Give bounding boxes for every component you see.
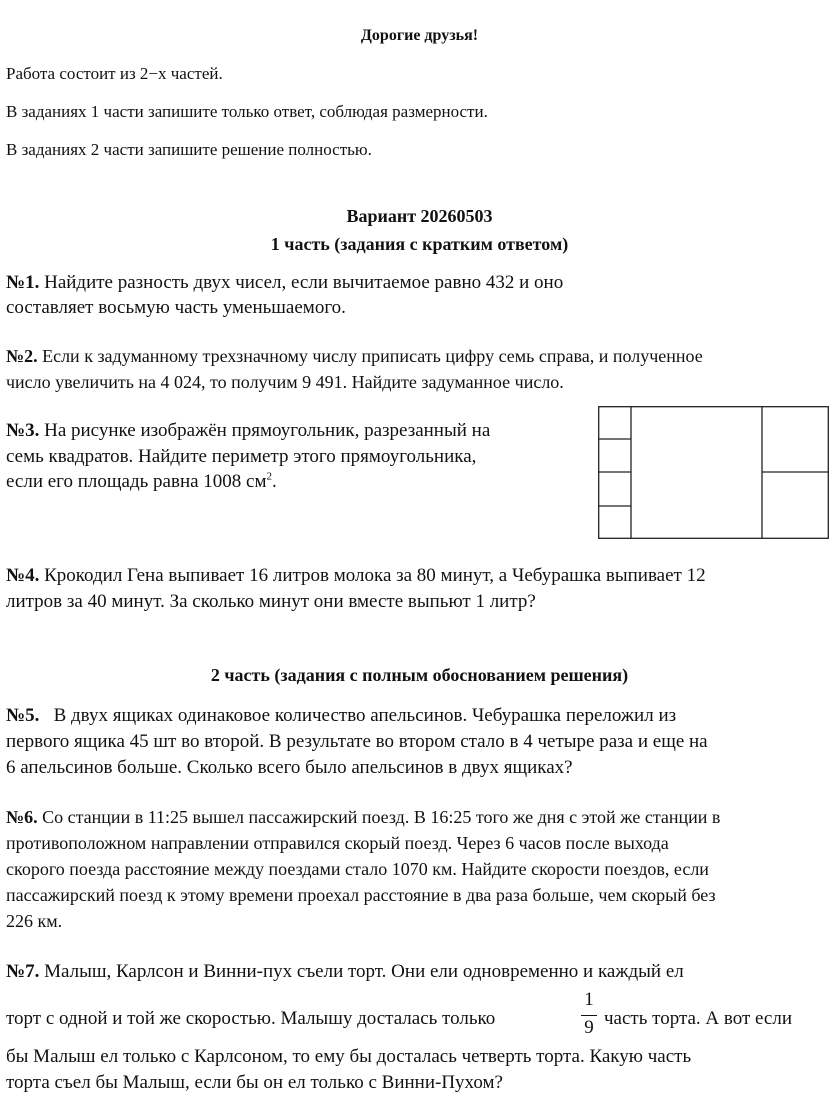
task-2-line-1: №2. Если к задуманному трехзначному числу приписать цифру семь справа, и полученное <box>6 346 703 366</box>
task-3-line-2: семь квадратов. Найдите периметр этого прямоугольника, <box>6 446 477 467</box>
task-7-line-1: №7. Малыш, Карлсон и Винни-пух съели торт. Они ели одновременно и каждый ел <box>6 961 684 982</box>
intro-line-2: В заданиях 1 части запишите только ответ, соблюдая размерности. <box>6 102 488 121</box>
task-1-line-1: №1. Найдите разность двух чисел, если вычитаемое равно 432 и оно <box>6 272 564 293</box>
task-6-line-1: №6. Со станции в 11:25 вышел пассажирский поезд. В 16:25 того же дня с этой же станции в <box>6 807 721 827</box>
greeting-title: Дорогие друзья! <box>360 27 479 44</box>
task-6-line-5: 226 км. <box>6 911 63 931</box>
task-7-line-2b: часть торта. А вот если <box>604 1008 793 1029</box>
task-5-line-3: 6 апельсинов больше. Сколько всего было апельсинов в двух ящиках? <box>6 757 573 778</box>
intro-line-1: Работа состоит из 2−х частей. <box>6 64 223 83</box>
task-5-number: №5. <box>6 705 40 726</box>
task-2-line-2: число увеличить на 4 024, то получим 9 491. Найдите задуманное число. <box>6 372 564 392</box>
task-7-line-2a: торт с одной и той же скоростью. Малышу досталась только <box>6 1008 496 1029</box>
intro-line-3: В заданиях 2 части запишите решение полностью. <box>6 140 372 159</box>
task-1-line-2: составляет восьмую часть уменьшаемого. <box>6 297 346 318</box>
task-4-number: №4. <box>6 565 40 586</box>
task-6-number: №6. <box>6 807 38 827</box>
task-3-line-3: если его площадь равна 1008 $см^2$. <box>6 470 277 492</box>
fraction-bar <box>581 1015 597 1016</box>
task-7-line-3: бы Малыш ел только с Карлсоном, то ему бы досталась четверть торта. Какую часть <box>6 1046 692 1067</box>
task-6-line-2: противоположном направлении отправился скорый поезд. Через 6 часов после выхода <box>6 833 669 853</box>
rectangle-squares-figure <box>598 406 829 539</box>
task-4-line-1: №4. Крокодил Гена выпивает 16 литров молока за 80 минут, а Чебурашка выпивает 12 <box>6 565 706 586</box>
task-5-line-2: первого ящика 45 шт во второй. В результате во втором стало в 4 четыре раза и еще на <box>6 731 708 752</box>
variant-title: Вариант 20260503 <box>346 206 493 226</box>
task-6-line-4: пассажирский поезд к этому времени проехал расстояние в два раза больше, чем скорый без <box>6 885 716 905</box>
task-7-number: №7. <box>6 961 40 982</box>
task-3-line-1: №3. На рисунке изображён прямоугольник, разрезанный на <box>6 420 491 441</box>
fraction-numerator: 1 <box>584 989 594 1010</box>
task-3-number: №3. <box>6 420 40 441</box>
part1-title: 1 часть (задания с кратким ответом) <box>270 234 569 254</box>
task-7-line-4: торта съел бы Малыш, если бы он ел только с Винни-Пухом? <box>6 1072 503 1093</box>
task-4-line-2: литров за 40 минут. За сколько минут они вместе выпьют 1 литр? <box>6 591 536 612</box>
task-5-line-1: №5. В двух ящиках одинаковое количество апельсинов. Чебурашка переложил из <box>6 705 677 726</box>
task-2-number: №2. <box>6 346 38 366</box>
part2-title: 2 часть (задания с полным обоснованием решения) <box>210 665 629 685</box>
fraction-denominator: 9 <box>584 1017 594 1038</box>
task-1-number: №1. <box>6 272 40 293</box>
task-3-square-exponent: 2 <box>266 470 272 483</box>
task-6-line-3: скорого поезда расстояние между поездами стало 1070 км. Найдите скорости поездов, если <box>6 859 709 879</box>
